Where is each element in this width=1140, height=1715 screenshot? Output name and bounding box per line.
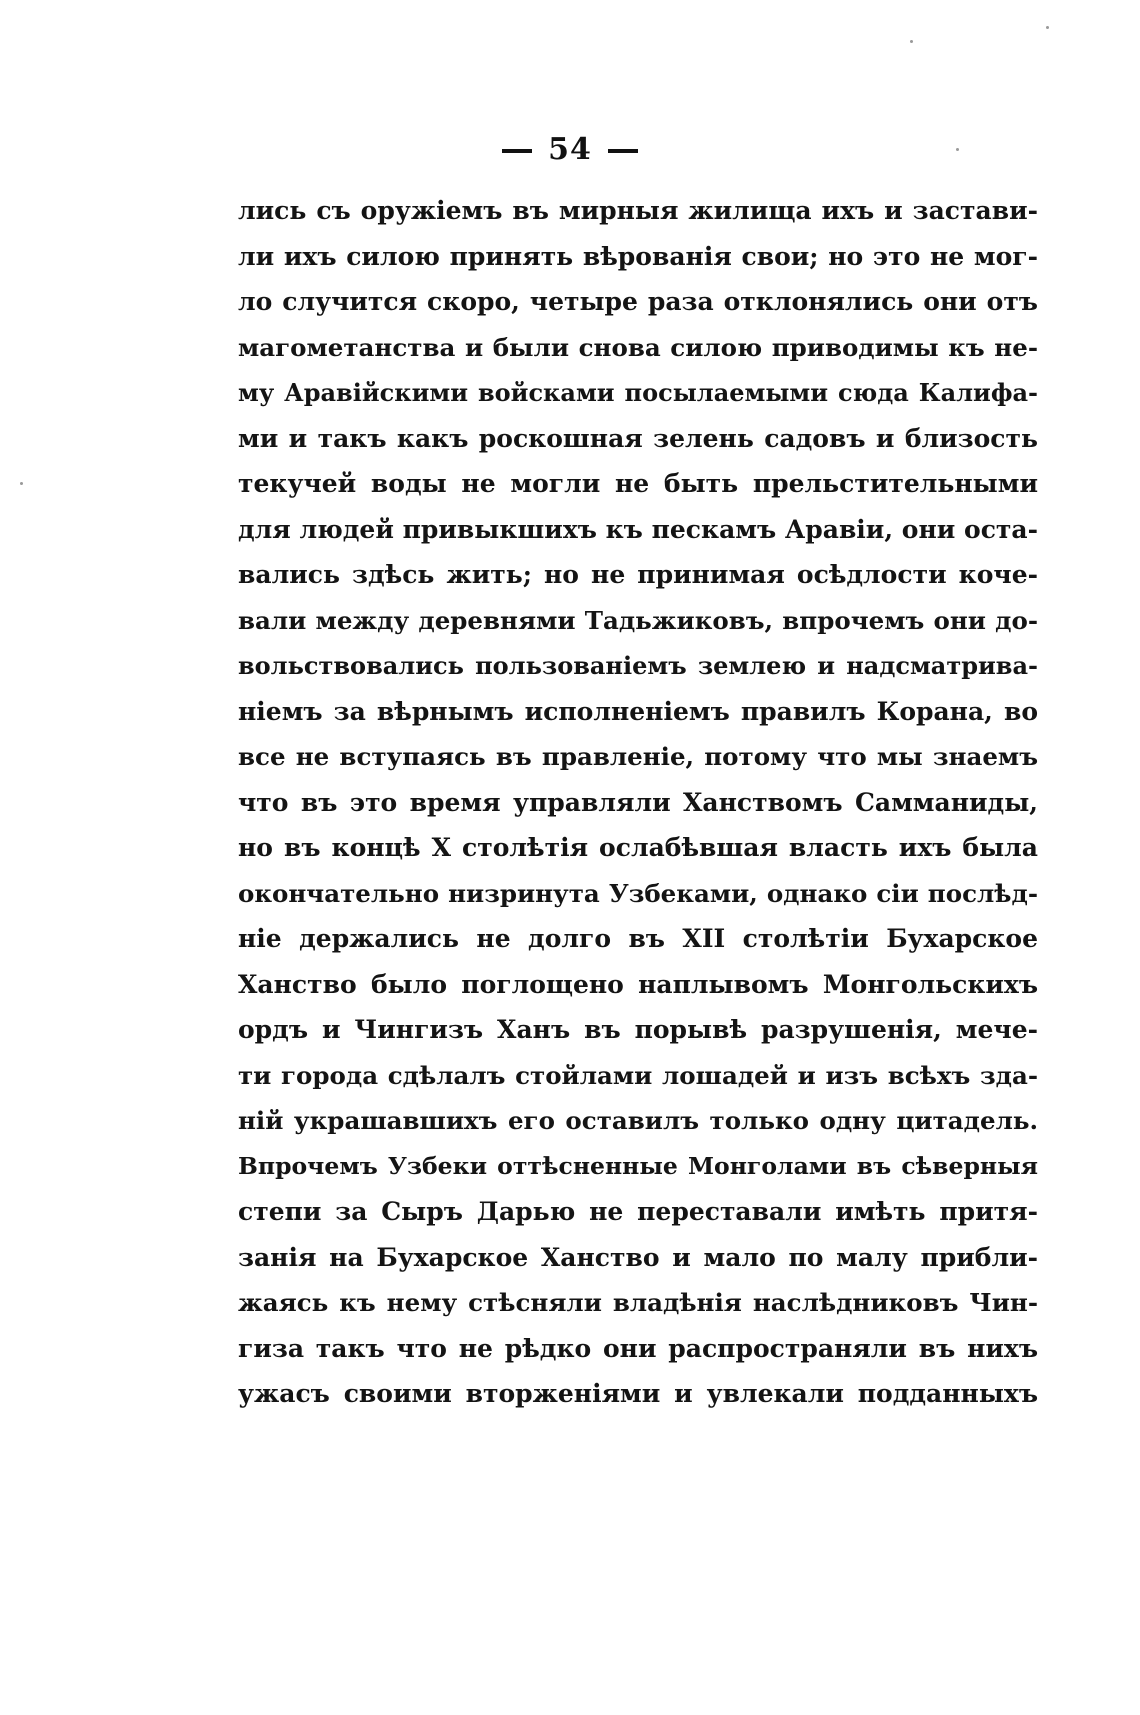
text-line: вали между деревнями Тадьжиковъ, впрочемъ они до- — [238, 605, 1038, 635]
text-line: ми и такъ какъ роскошная зелень садовъ и близость — [238, 423, 1038, 453]
scan-speck — [956, 148, 959, 151]
text-line: лись съ оружіемъ въ мирныя жилища ихъ и застави- — [238, 196, 1038, 225]
text-line: ніемъ за вѣрнымъ исполненіемъ правилъ Корана, во — [238, 696, 1038, 726]
text-line: ній украшавшихъ его оставилъ только одну цитадель. — [238, 1106, 1038, 1135]
page-header — [0, 132, 1140, 167]
text-line: ли ихъ силою принять вѣрованія свои; но это не мог- — [238, 241, 1038, 271]
text-line: вались здѣсь жить; но не принимая осѣдлости коче- — [238, 560, 1038, 589]
scan-speck — [1046, 26, 1049, 29]
text-line: магометанства и были снова силою приводимы къ не- — [238, 332, 1038, 362]
text-line: вольствовались пользованіемъ землею и надсматрива- — [238, 651, 1038, 680]
page-number: 54 — [548, 132, 592, 167]
text-line: ордъ и Чингизъ Ханъ въ порывѣ разрушенія, мече- — [238, 1015, 1038, 1044]
body-text — [238, 188, 1038, 1417]
text-line: жаясь къ нему стѣсняли владѣнія наслѣдниковъ Чин- — [238, 1288, 1038, 1317]
text-line: окончательно низринута Узбеками, однако сіи послѣд- — [238, 878, 1038, 908]
text-line: степи за Сыръ Дарью не переставали имѣть притя- — [238, 1197, 1038, 1226]
text-line: гиза такъ что не рѣдко они распространяли въ нихъ — [238, 1333, 1038, 1363]
text-line: все не вступаясь въ правленіе, потому что мы знаемъ — [238, 742, 1038, 771]
text-line: ти города сдѣлалъ стойлами лошадей и изъ всѣхъ зда- — [238, 1060, 1038, 1090]
text-line: ужасъ своими вторженіями и увлекали подданныхъ — [238, 1379, 1038, 1408]
text-line: Ханство было поглощено наплывомъ Монгольскихъ — [238, 969, 1038, 999]
text-line: для людей привыкшихъ къ пескамъ Аравіи, они оста- — [238, 514, 1038, 544]
text-line: но въ концѣ X столѣтія ослабѣвшая власть ихъ была — [238, 833, 1038, 862]
scan-speck — [910, 40, 913, 43]
header-dash-left — [502, 149, 532, 153]
header-dash-right — [608, 149, 638, 153]
text-line: Впрочемъ Узбеки оттѣсненные Монголами въ сѣверныя — [238, 1151, 1038, 1180]
text-line: занія на Бухарское Ханство и мало по малу прибли- — [238, 1242, 1038, 1272]
scan-speck — [20, 482, 23, 485]
text-line: ло случится скоро, четыре раза отклонялись они отъ — [238, 287, 1038, 316]
text-line: ніе держались не долго въ XII столѣтіи Бухарское — [238, 924, 1038, 953]
text-line: текучей воды не могли не быть прельстительными — [238, 469, 1038, 498]
text-line: му Аравійскими войсками посылаемыми сюда Калифа- — [238, 378, 1038, 407]
text-line: что въ это время управляли Ханствомъ Самманиды, — [238, 787, 1038, 817]
